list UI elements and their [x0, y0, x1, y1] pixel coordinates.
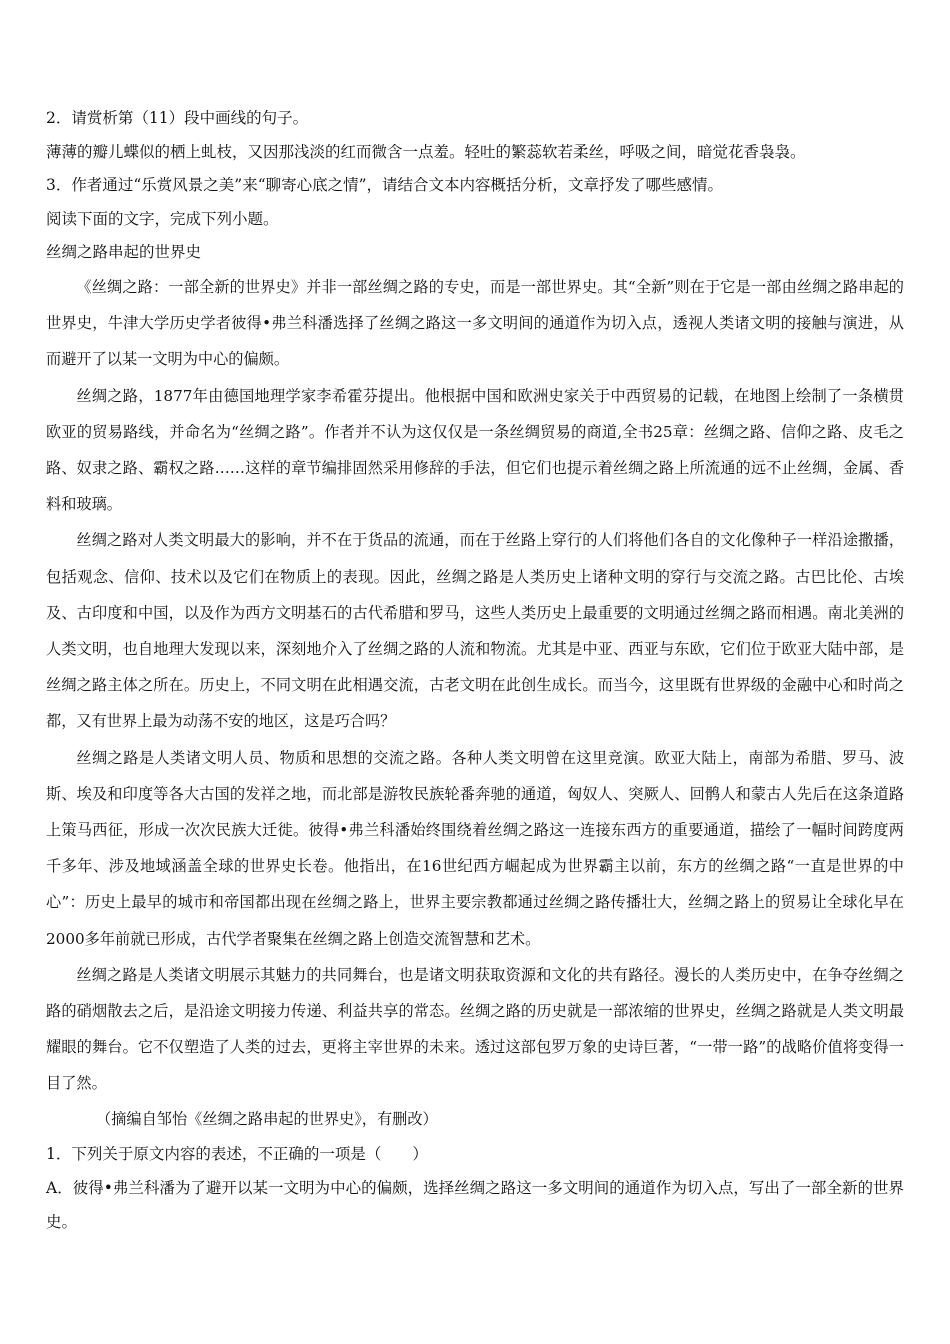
article-body: [46, 269, 904, 1102]
article-paragraph: 丝绸之路对人类文明最大的影响，并不在于货品的流通，而在于丝路上穿行的人们将他们各自的文化像种子一样沿途撒播，包括观念、信仰、技术以及它们在物质上的表现。因此，丝绸之路是人类历史上诸种文明的穿行与交流之路。古巴比伦、古埃及、古印度和中国，以及作为西方文明基石的古代希腊和罗马，这些人类历史上最重要的文明通过丝绸之路而相遇。南北美洲的人类文明，也自地理大发现以来，深刻地介入了丝绸之路的人流和物流。尤其是中亚、西亚与东欧，它们位于欧亚大陆中部，是丝绸之路主体之所在。历史上，不同文明在此相遇交流，古老文明在此创生成长。而当今，这里既有世界级的金融中心和时尚之都，又有世界上最为动荡不安的地区，这是巧合吗？: [46, 531, 904, 731]
reading-instruction: 阅读下面的文字，完成下列小题。: [46, 209, 279, 228]
article-paragraph: 丝绸之路是人类诸文明人员、物质和思想的交流之路。各种人类文明曾在这里竞演。欧亚大陆上，南部为希腊、罗马、波斯、埃及和印度等各大古国的发祥之地，而北部是游牧民族轮番奔驰的通道，匈奴人、突厥人、回鹘人和蒙古人先后在这条道路上策马西征，形成一次次民族大迁徙。彼得•弗兰科潘始终围绕着丝绸之路这一连接东西方的重要通道，描绘了一幅时间跨度两千多年、涉及地域涵盖全球的世界史长卷。他指出，在16世纪西方崛起成为世界霸主以前，东方的丝绸之路“一直是世界的中心”：历史上最早的城市和帝国都出现在丝绸之路上，世界主要宗教都通过丝绸之路传播壮大，丝绸之路上的贸易让全球化早在2000多年前就已形成，古代学者聚集在丝绸之路上创造交流智慧和艺术。: [46, 748, 904, 948]
option-a: A．彼得•弗兰科潘为了避开以某一文明为中心的偏颇，选择丝绸之路这一多文明间的通道作为切入点，写出了一部全新的世界史。: [46, 1178, 904, 1231]
underlined-sentence: 薄薄的瓣儿蝶似的栖上虬枝，又因那浅淡的红而微含一点羞。轻吐的繁蕊软若柔丝，呼吸之间，暗觉花香袅袅。: [46, 142, 806, 161]
article-title: 丝绸之路串起的世界史: [46, 243, 202, 261]
article-source: （摘编自邹怡《丝绸之路串起的世界史》，有删改）: [96, 1109, 438, 1128]
question-3: 3．作者通过“乐赏风景之美”来“聊寄心底之情”，请结合文本内容概括分析，文章抒发了哪些感情。: [46, 176, 724, 194]
article-paragraph: 丝绸之路是人类诸文明展示其魅力的共同舞台，也是诸文明获取资源和文化的共有路径。漫长的人类历史中，在争夺丝绸之路的硝烟散去之后，是沿途文明接力传递、利益共享的常态。丝绸之路的历史就是一部浓缩的世界史，丝绸之路就是人类文明最耀眼的舞台。它不仅塑造了人类的过去，更将主宰世界的未来。透过这部包罗万象的史诗巨著，“一带一路”的战略价值将变得一目了然。: [46, 965, 904, 1093]
article-paragraph: 《丝绸之路：一部全新的世界史》并非一部丝绸之路的专史，而是一部世界史。其“全新”则在于它是一部由丝绸之路串起的世界史，牛津大学历史学者彼得•弗兰科潘选择了丝绸之路这一多文明间的通道作为切入点，透视人类诸文明的接触与演进，从而避开了以某一文明为中心的偏颇。: [46, 278, 904, 369]
question-2: 2．请赏析第（11）段中画线的句子。: [46, 109, 309, 127]
article-paragraph: 丝绸之路，1877年由德国地理学家李希霍芬提出。他根据中国和欧洲史家关于中西贸易的记载，在地图上绘制了一条横贯欧亚的贸易路线，并命名为“丝绸之路”。作者并不认为这仅仅是一条丝绸贸易的商道,全书25章：丝绸之路、信仰之路、皮毛之路、奴隶之路、霸权之路……这样的章节编排固然采用修辞的手法，但它们也提示着丝绸之路上所流通的远不止丝绸，金属、香料和玻璃。: [46, 386, 904, 514]
question-1-stem: 1．下列关于原文内容的表述，不正确的一项是（ ）: [46, 1144, 428, 1163]
